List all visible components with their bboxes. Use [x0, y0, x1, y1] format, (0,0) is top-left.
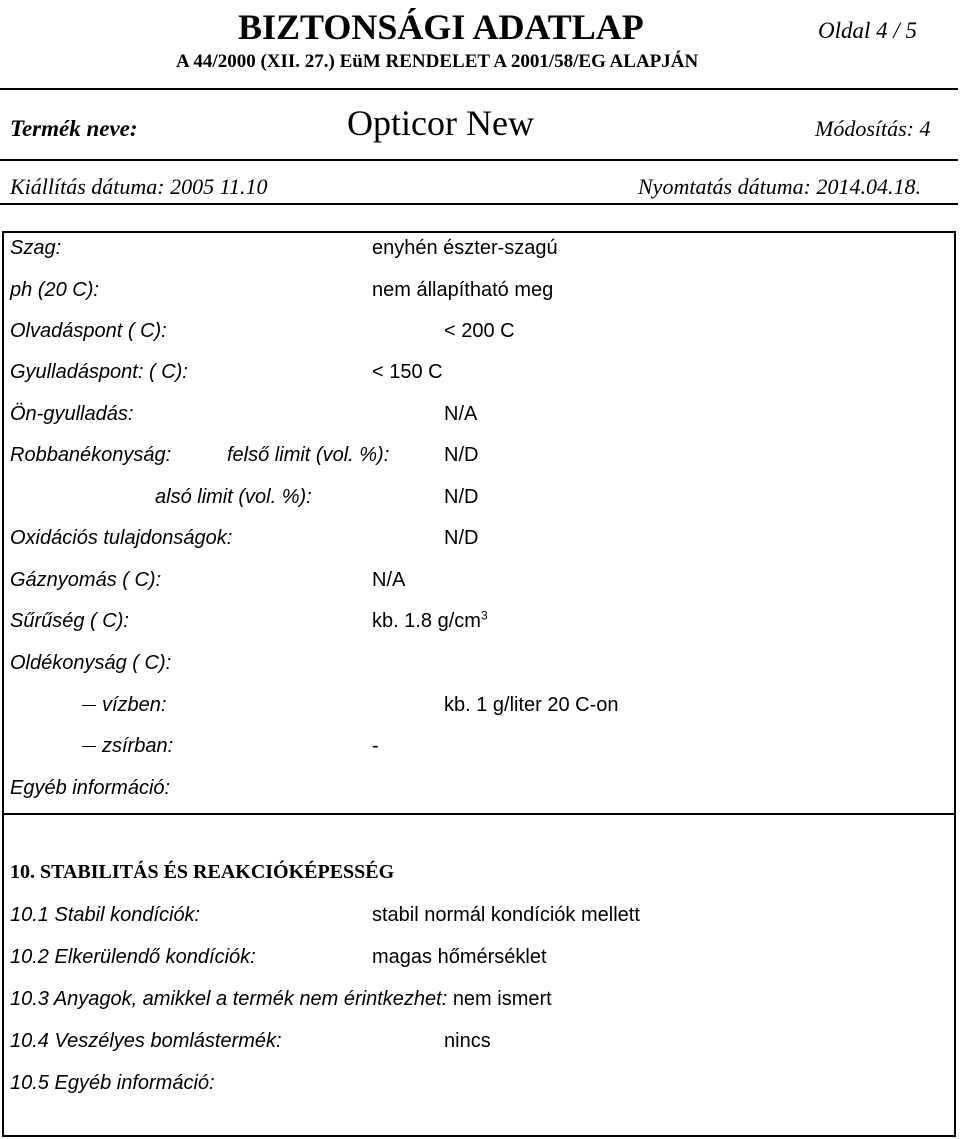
solubility-label: Oldékonyság ( C):	[10, 652, 172, 674]
avoid-conditions-value: magas hőmérséklet	[372, 946, 547, 968]
incompatible-materials-label: 10.3 Anyagok, amikkel a termék nem érintkezhet:	[10, 988, 448, 1010]
physical-properties-box	[2, 231, 956, 815]
decomposition-label: 10.4 Veszélyes bomlástermék:	[10, 1030, 282, 1052]
lower-limit-label: alsó limit (vol. %):	[155, 486, 312, 508]
upper-limit-value: N/D	[444, 444, 479, 466]
issue-date: Kiállítás dátuma: 2005 11.10	[10, 174, 268, 199]
header-divider	[0, 203, 958, 205]
density-value: kb. 1.8 $g/cm^3$	[372, 608, 488, 632]
product-name: Opticor New	[347, 103, 534, 143]
section-10-heading: 10. STABILITÁS ÉS REAKCIÓKÉPESSÉG	[10, 861, 395, 883]
fat-solubility-row	[82, 735, 173, 758]
avoid-conditions-label: 10.2 Elkerülendő kondíciók:	[10, 946, 256, 968]
lower-limit-value: N/D	[444, 486, 479, 508]
print-date: Nyomtatás dátuma: 2014.04.18.	[638, 174, 921, 199]
dash-bullet	[82, 705, 96, 706]
document-title: BIZTONSÁGI ADATLAP	[238, 7, 644, 47]
ph-value: nem állapítható meg	[372, 279, 554, 301]
melting-point-value: < 200 C	[444, 320, 515, 342]
odor-label: Szag:	[10, 237, 62, 259]
decomposition-value: nincs	[444, 1030, 491, 1052]
stable-conditions-value: stabil normál kondíciók mellett	[372, 904, 640, 926]
upper-limit-label: felső limit (vol. %):	[227, 444, 390, 466]
water-solubility-row	[82, 694, 166, 717]
density-exponent: 3	[480, 608, 488, 623]
fat-solubility-label: zsírban:	[102, 735, 174, 757]
incompatible-materials-row	[10, 988, 552, 1011]
regulation-line: A 44/2000 (XII. 27.) EüM RENDELET A 2001/58/EG ALAPJÁN	[176, 51, 699, 72]
oxidizing-label: Oxidációs tulajdonságok:	[10, 527, 233, 549]
product-name-label: Termék neve:	[10, 116, 138, 141]
incompatible-materials-value: nem ismert	[452, 988, 552, 1010]
explosive-label: Robbanékonyság:	[10, 444, 172, 466]
document-header	[0, 0, 958, 206]
melting-point-label: Olvadáspont ( C):	[10, 320, 167, 342]
other-info-label: Egyéb információ:	[10, 777, 171, 799]
autoignition-label: Ön-gyulladás:	[10, 403, 134, 425]
odor-value: enyhén észter-szagú	[372, 237, 558, 259]
ph-label: ph (20 C):	[10, 279, 99, 301]
vapor-pressure-value: N/A	[372, 569, 406, 591]
water-solubility-value: kb. 1 g/liter 20 C-on	[444, 694, 619, 716]
vapor-pressure-label: Gáznyomás ( C):	[10, 569, 162, 591]
density-label: Sűrűség ( C):	[10, 610, 129, 632]
stable-conditions-label: 10.1 Stabil kondíciók:	[10, 904, 201, 926]
header-divider	[0, 88, 958, 90]
revision-number: Módosítás: 4	[815, 116, 931, 141]
oxidizing-value: N/D	[444, 527, 479, 549]
fat-solubility-value: -	[372, 735, 379, 757]
section-10-other-label: 10.5 Egyéb információ:	[10, 1072, 215, 1094]
header-divider	[0, 159, 958, 161]
flash-point-label: Gyulladáspont: ( C):	[10, 361, 188, 383]
flash-point-value: < 150 C	[372, 361, 443, 383]
page-number: Oldal 4 / 5	[818, 18, 918, 43]
autoignition-value: N/A	[444, 403, 478, 425]
water-solubility-label: vízben:	[102, 694, 167, 716]
dash-bullet	[82, 746, 96, 747]
